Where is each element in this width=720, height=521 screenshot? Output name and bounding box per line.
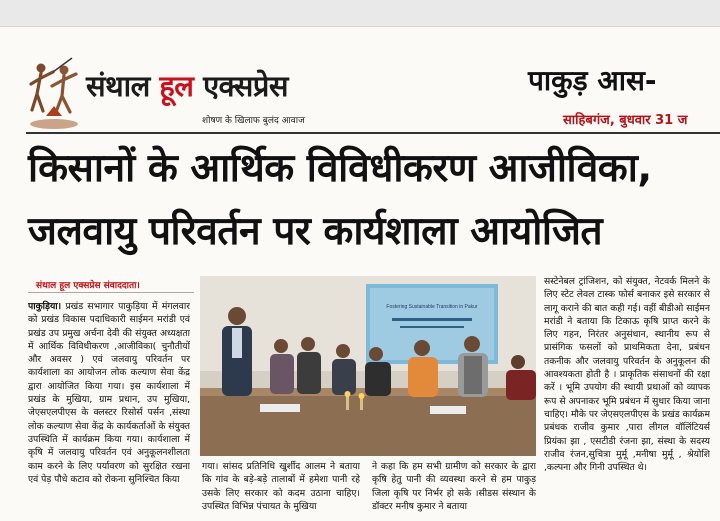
masthead-tagline: शोषण के खिलाफ बुलंद आवाज <box>202 116 305 126</box>
event-photo <box>200 276 536 456</box>
article-dateline: पाकुड़िया। <box>28 301 62 312</box>
browser-top-bar <box>0 0 720 27</box>
edition-title: पाकुड़ आस- <box>528 64 657 97</box>
article-column-2: गया। सांसद प्रतिनिधि खुर्शीद आलम ने बताया कि गांव के बड़े-बड़े तालाबों में हमेशा पानी रहे उसके लिए सरकार को कदम उठाना चाहिए।उपस्थित विभिन्न पंचायत के मुखिया <box>202 461 360 512</box>
article-column-4: सस्टेनेबल ट्रांजिशन, को संयुक्त, नेटवर्क मिलने के लिए स्टेट लेवल टास्क फोर्स बनाकर इसे सरकार से लागू कराने की बात कही गई। वहीं बीडीओ साईमन मरांडी ने बताया कि टिकाऊ कृषि प्राप्त करने के लिए गहन, निरंतर अनुसंधान, स्थानीय रूप से प्रासंगिक फसलों को प्राथमिकता देना, प्रबंधन तकनीक और जलवायु परिवर्तन के अनुकूलन की आवश्यकता होती है । प्राकृतिक संसाधनों की रक्षा करें । भूमि उपयोग की स्थायी प्रथाओं को व्यापक रूप से अपनाकर भूमि प्रबंधन में सुधार किया जाना चाहिए। मौके पर जेएसएलपीएस के प्रखंड कार्यक्रम प्रबंधक राजीव कुमार ,पारा लीगल वॉलिंटियर्स प्रियंका झा , एसटीडी रंजना झा, संस्था के सदस्य राजीव रंजन,सुचित्रा मुर्मू ,मनीषा मुर्मू , श्रेयोशि ,कल्पना और गिनी उपस्थित थे। <box>544 276 710 474</box>
headline-line-2: जलवायु परिवर्तन पर कार्यशाला आयोजित <box>28 209 603 254</box>
article-column-3: ने कहा कि हम सभी ग्रामीण को सरकार के द्वारा कृषि हेतु पानी की व्यवस्था करने से हम पाकुड़ जिला कृषि पर निर्भर हो सके ।सीडस संस्थान के डॉक्टर मनीष कुमार ने बताया <box>372 461 536 512</box>
edition-dateline: साहिबगंज, बुधवार 31 ज <box>563 113 688 128</box>
article-column-1-text: प्रखंड सभागार पाकुड़िया में मंगलवार को प्रखंड विकास पदाधिकारी साईमन मरांडी एवं प्रखंड उप प्रमुख अर्चना देवी की संयुक्त अध्यक्षता में आर्थिक विविधीकरण ,आजीविका( चुनौतीयों और अवसर ) एवं जलवायु परिवर्तन पर कार्यशाला का आयोजन लोक कल्याण सेवा केंद्र द्वारा आयोजित किया गया। इस कार्यशाला में प्रखंड के मुखिया, ग्राम प्रधान, उप मुखिया, जेएसएलपीएस के क्लस्टर रिसोर्स पर्सन ,संस्था लोक कल्याण सेवा केंद्र के कार्यकर्ताओं के संयुक्त उपस्थिति में कार्यक्रम किया गया। कार्यशाला में कृषि में जलवायु परिवर्तन एवं अनुकूलनशीलता काम करने के लिए पर्यावरण को सुरक्षित रखना एवं पेड़ पौधे कटाव को रोकना सुनिश्चित किया <box>28 301 190 485</box>
masthead-logo <box>26 50 82 132</box>
byline-rule <box>28 292 194 293</box>
masthead-title-part3: एक्सप्रेस <box>193 69 288 103</box>
masthead-title-part1: संथाल <box>86 69 160 103</box>
photo-banner-text: Fostering Sustainable Transition in Pakur <box>386 304 478 310</box>
article-column-1 <box>28 300 190 521</box>
headline-line-1: किसानों के आर्थिक विविधीकरण आजीविका, <box>28 146 652 191</box>
masthead-title <box>86 68 288 104</box>
byline: संथाल हूल एक्सप्रेस संवाददाता। <box>36 281 140 291</box>
masthead-title-part2: हूल <box>159 69 194 103</box>
masthead-rule <box>26 132 720 134</box>
